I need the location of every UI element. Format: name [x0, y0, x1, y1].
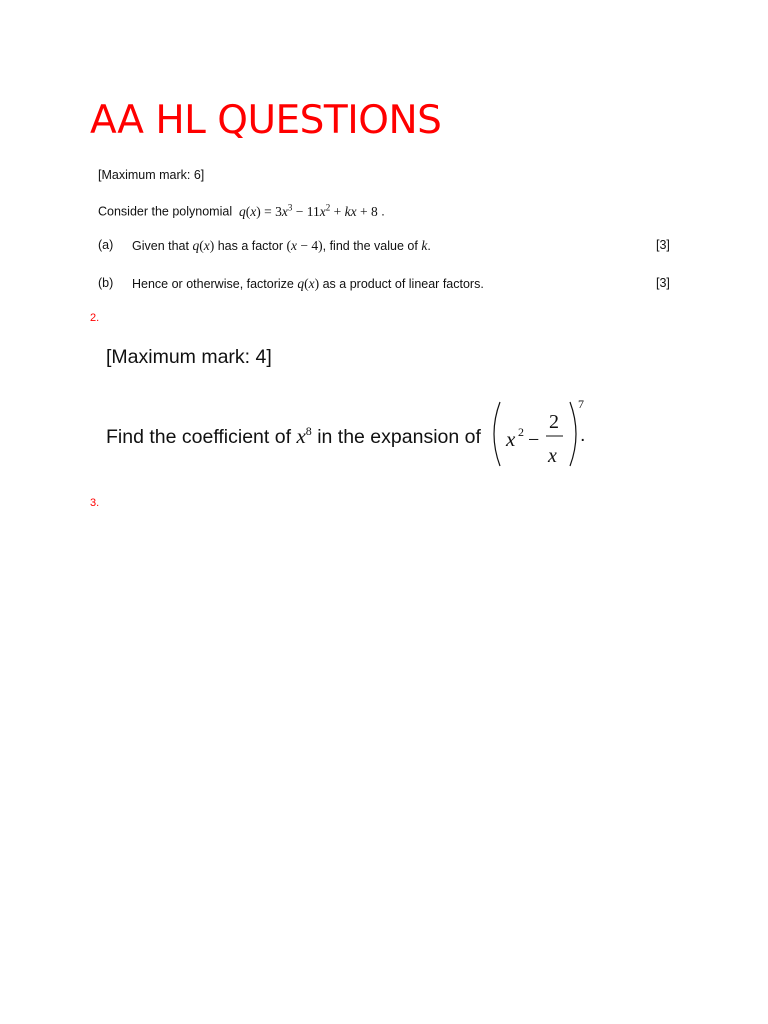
question-3-number: 3. [90, 497, 100, 509]
q1-part-a-k: k [421, 238, 428, 253]
q2-fraction-numerator: 2 [549, 411, 559, 433]
q2-x-power [296, 424, 311, 448]
q2-power-target: 8 [305, 424, 312, 438]
q1-part-b-label: (b) [98, 276, 114, 290]
q2-text-2: in the expansion of [317, 426, 481, 448]
question-2-number: 2. [90, 312, 100, 324]
q1-part-a-text-3: , find the value of [322, 239, 418, 253]
q2-minus-sign: − [528, 429, 540, 451]
q1-part-a-text-1: Given that [132, 239, 189, 253]
q2-inner-var: x [506, 427, 516, 451]
q1-polynomial-expression: $q(x) = 3x^3 - 11x^2$ + kx + 8 [235, 202, 378, 219]
q1-part-b-text-1: Hence or otherwise, factorize [132, 277, 294, 291]
q1-part-a-text-2: has a factor [217, 239, 284, 253]
q2-binomial-expression [490, 398, 590, 470]
q2-left-paren [494, 402, 500, 466]
q2-var: x [296, 424, 306, 448]
q1-part-a-label: (a) [98, 238, 114, 252]
q1-part-b-q-of-x: q(x) [297, 276, 320, 291]
q1-intro-text: Consider the polynomial [98, 204, 233, 219]
q2-inner-power: 2 [518, 425, 524, 439]
q2-find-text [106, 424, 481, 449]
q1-part-a-text [132, 238, 431, 254]
q1-part-b-text-2: as a product of linear factors. [322, 277, 484, 291]
q2-outer-power: 7 [578, 398, 584, 411]
q2-fraction-denominator: x [548, 445, 557, 467]
q2-right-paren [570, 402, 576, 466]
q1-max-mark: [Maximum mark: 6] [98, 168, 205, 182]
q1-intro [98, 202, 385, 220]
q1-part-a-q-of-x: q(x) [192, 238, 215, 253]
q1-part-b-marks: [3] [656, 276, 670, 290]
q2-text-end: . [580, 424, 586, 446]
q2-text-1: Find the coefficient of [106, 426, 292, 448]
q1-part-b-text [132, 276, 484, 292]
q1-part-a-factor: (x − 4) [286, 238, 323, 253]
q1-part-a-text-4: . [427, 239, 431, 253]
q2-max-mark: [Maximum mark: 4] [106, 346, 272, 368]
q1-part-a-marks: [3] [656, 238, 670, 252]
q1-intro-end: . [381, 204, 385, 219]
page-title: AA HL QUESTIONS [90, 98, 442, 143]
